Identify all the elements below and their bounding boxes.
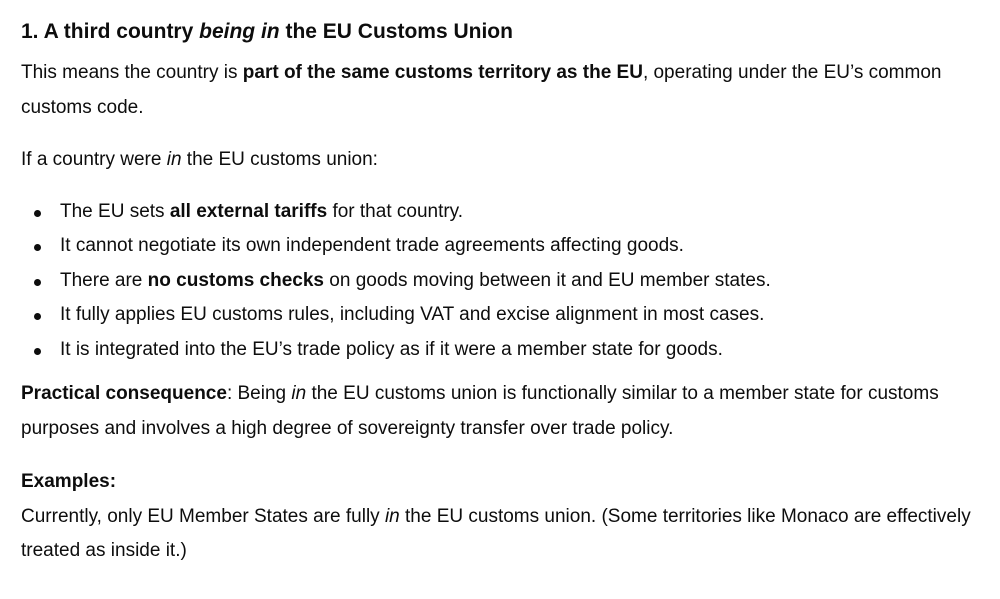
section-heading — [21, 14, 980, 50]
list-item-text: There are — [60, 269, 148, 291]
condition-text-end: the EU customs union: — [181, 149, 378, 170]
heading-prefix: 1. A third country — [21, 20, 200, 43]
list-item-text: It fully applies EU customs rules, including VAT and excise alignment in most cases. — [60, 304, 765, 325]
condition-emphasis: in — [166, 149, 182, 170]
list-item-text-end: on goods moving between it and EU member states. — [324, 269, 771, 291]
examples-emphasis: in — [384, 505, 400, 527]
list-item — [21, 195, 980, 230]
intro-bold-phrase: part of the same customs territory as the EU — [242, 62, 643, 83]
heading-suffix: the EU Customs Union — [279, 20, 513, 43]
intro-paragraph — [21, 56, 980, 125]
list-item-text: It cannot negotiate its own independent trade agreements affecting goods. — [60, 235, 684, 256]
bullet-dot-icon — [34, 244, 41, 251]
heading-emphasis: being in — [199, 20, 280, 43]
conditions-list — [21, 195, 980, 368]
intro-text-start: This means the country is — [21, 62, 243, 83]
examples-label: Examples: — [21, 471, 117, 492]
bullet-dot-icon — [34, 348, 41, 355]
examples-label-paragraph — [21, 465, 980, 500]
bullet-dot-icon — [34, 313, 41, 320]
list-item — [21, 229, 980, 264]
condition-text-start: If a country were — [21, 149, 167, 170]
consequence-label: Practical consequence — [21, 383, 227, 404]
consequence-text-start: : Being — [226, 383, 292, 404]
condition-paragraph — [21, 143, 980, 178]
intro-text-end: , operating under the EU’s common customs code. — [21, 62, 942, 118]
bullet-dot-icon — [34, 279, 41, 286]
examples-text-start: Currently, only EU Member States are fully — [21, 505, 385, 527]
list-item — [21, 264, 980, 299]
list-item-bold: no customs checks — [147, 269, 324, 291]
consequence-text-end: the EU customs union is functionally similar to a member state for customs purposes and involves a high degree of sovereignty transfer over trade policy. — [21, 383, 939, 439]
consequence-emphasis: in — [291, 383, 307, 404]
list-item-text: The EU sets — [60, 200, 170, 222]
examples-text-end: the EU customs union. (Some territories like Monaco are effectively treated as inside it.) — [21, 505, 971, 561]
list-item-bold: all external tariffs — [169, 200, 328, 222]
list-item-text: It is integrated into the EU’s trade policy as if it were a member state for goods. — [60, 338, 723, 360]
list-item — [21, 298, 980, 333]
consequence-paragraph — [21, 377, 980, 446]
bullet-dot-icon — [34, 210, 41, 217]
list-item — [21, 333, 980, 368]
examples-paragraph — [21, 500, 980, 569]
list-item-text-end: for that country. — [327, 200, 464, 222]
